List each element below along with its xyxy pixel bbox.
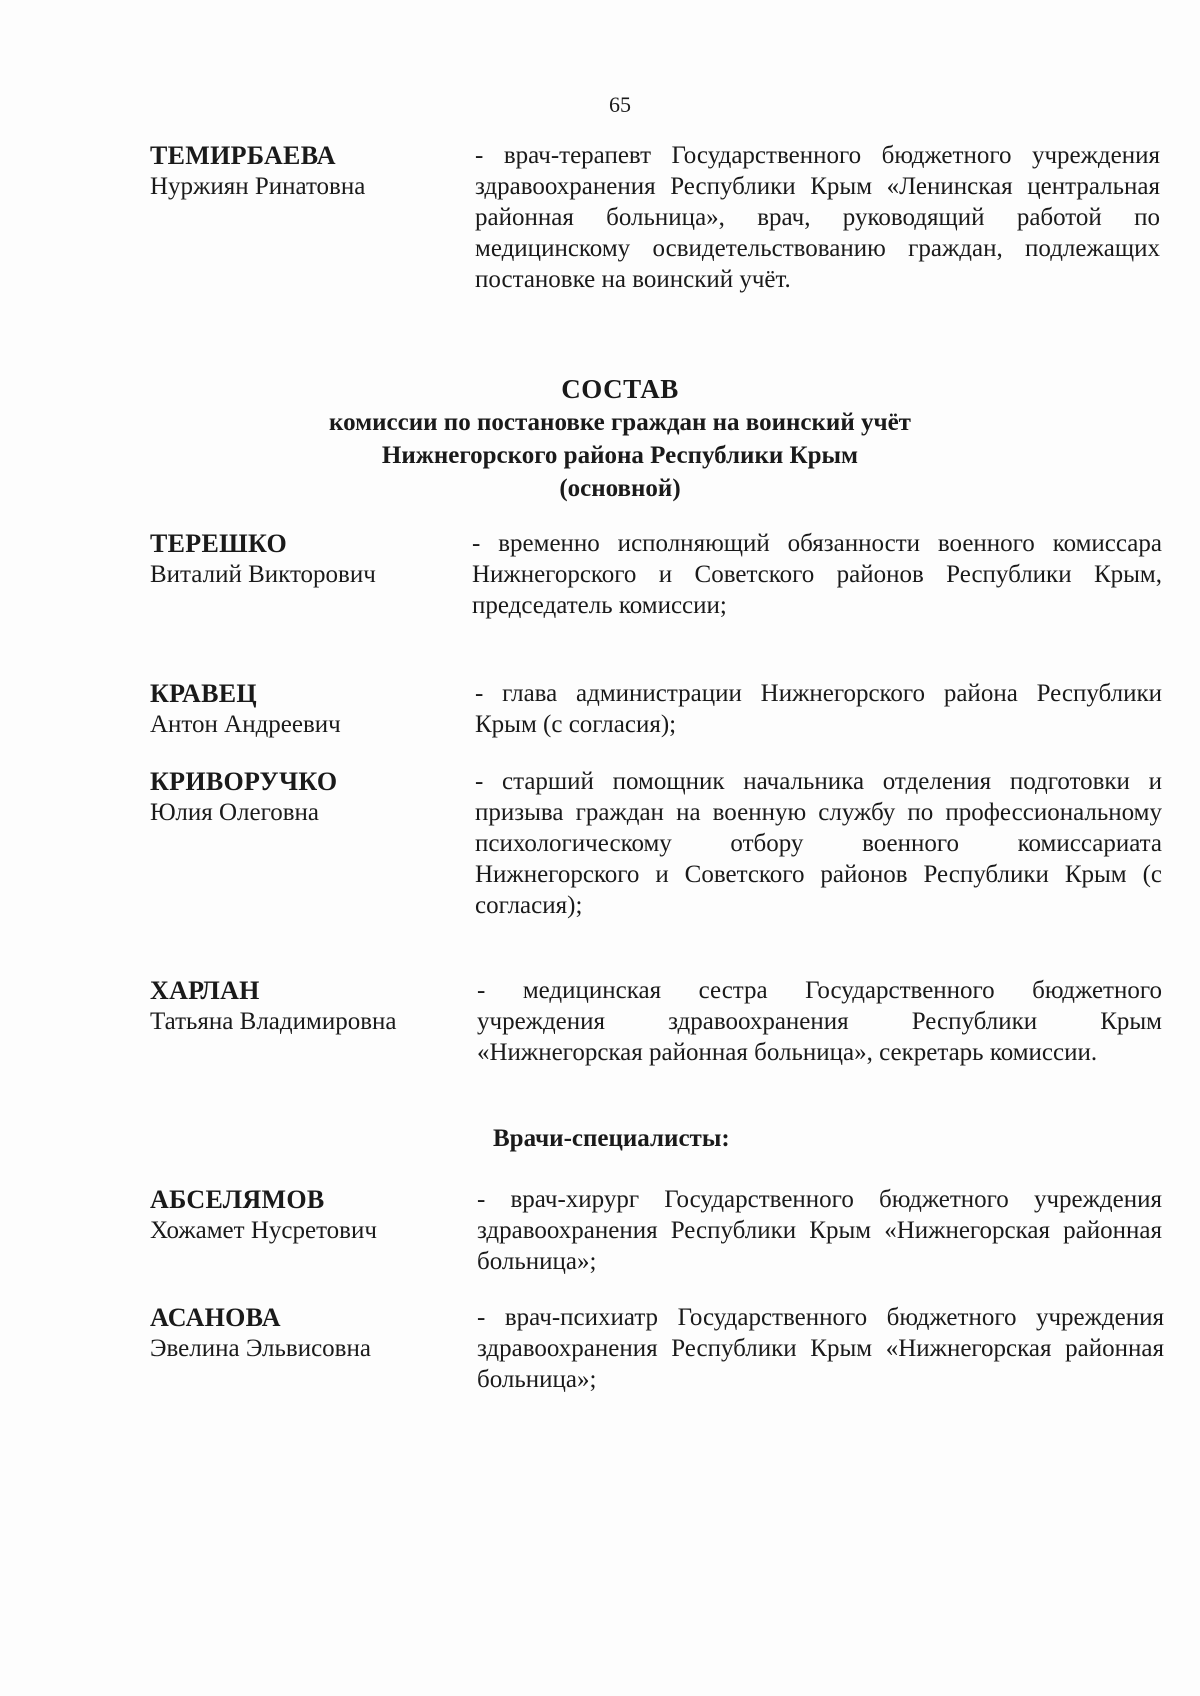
member-given-name: Нуржиян Ринатовна (150, 173, 366, 200)
page-number: 65 (609, 92, 631, 117)
member-surname: ТЕРЕШКО (150, 529, 287, 558)
member-given-name: Хожамет Нусретович (150, 1217, 377, 1244)
member-description: - старший помощник начальника отделения подготовки и призыва граждан на военную службу по профессиональному психологическому отбору военного комиссариата Нижнегорского и Советского районов Республики Крым (с согласия); (475, 768, 1162, 919)
member-description: - врач-терапевт Государственного бюджетного учреждения здравоохранения Республики Крым «Ленинская центральная районная больница», врач, руководящий работой по медицинскому освидетельствованию граждан, подлежащих постановке на воинский учёт. (475, 142, 1160, 293)
member-surname: ТЕМИРБАЕВА (150, 141, 336, 170)
heading-title: СОСТАВ (561, 374, 679, 404)
composition-heading (0, 372, 1200, 505)
member-name (150, 678, 480, 740)
member-name (150, 766, 480, 828)
heading-line-3: (основной) (559, 475, 681, 502)
member-surname: ХАРЛАН (150, 976, 260, 1005)
member-name (150, 140, 480, 202)
member-description: - врач-психиатр Государственного бюджетного учреждения здравоохранения Республики Крым «Нижнегорская районная больница»; (477, 1304, 1164, 1393)
member-name (150, 528, 480, 590)
member-given-name: Эвелина Эльвисовна (150, 1335, 371, 1362)
specialists-heading: Врачи-специалисты: (493, 1125, 730, 1152)
heading-line-1: комиссии по постановке граждан на воинский учёт (329, 409, 911, 436)
member-given-name: Виталий Викторович (150, 561, 376, 588)
member-name (150, 975, 480, 1037)
member-description: - медицинская сестра Государственного бюджетного учреждения здравоохранения Республики Крым «Нижнегорская районная больница», секретарь комиссии. (477, 977, 1162, 1066)
heading-line-2: Нижнегорского района Республики Крым (381, 442, 859, 469)
member-surname: КРАВЕЦ (150, 679, 257, 708)
member-description: - глава администрации Нижнегорского района Республики Крым (с согласия); (475, 680, 1162, 738)
member-given-name: Юлия Олеговна (150, 799, 320, 826)
member-surname: АСАНОВА (150, 1303, 281, 1332)
member-given-name: Татьяна Владимировна (150, 1008, 397, 1035)
member-surname: АБСЕЛЯМОВ (150, 1185, 325, 1214)
member-name (150, 1184, 480, 1246)
member-name (150, 1302, 480, 1364)
member-description: - временно исполняющий обязанности военного комиссара Нижнегорского и Советского районов Республики Крым, председатель комиссии; (472, 530, 1162, 619)
member-surname: КРИВОРУЧКО (150, 767, 338, 796)
member-description: - врач-хирург Государственного бюджетного учреждения здравоохранения Республики Крым «Нижнегорская районная больница»; (477, 1186, 1162, 1275)
member-given-name: Антон Андреевич (150, 711, 341, 738)
